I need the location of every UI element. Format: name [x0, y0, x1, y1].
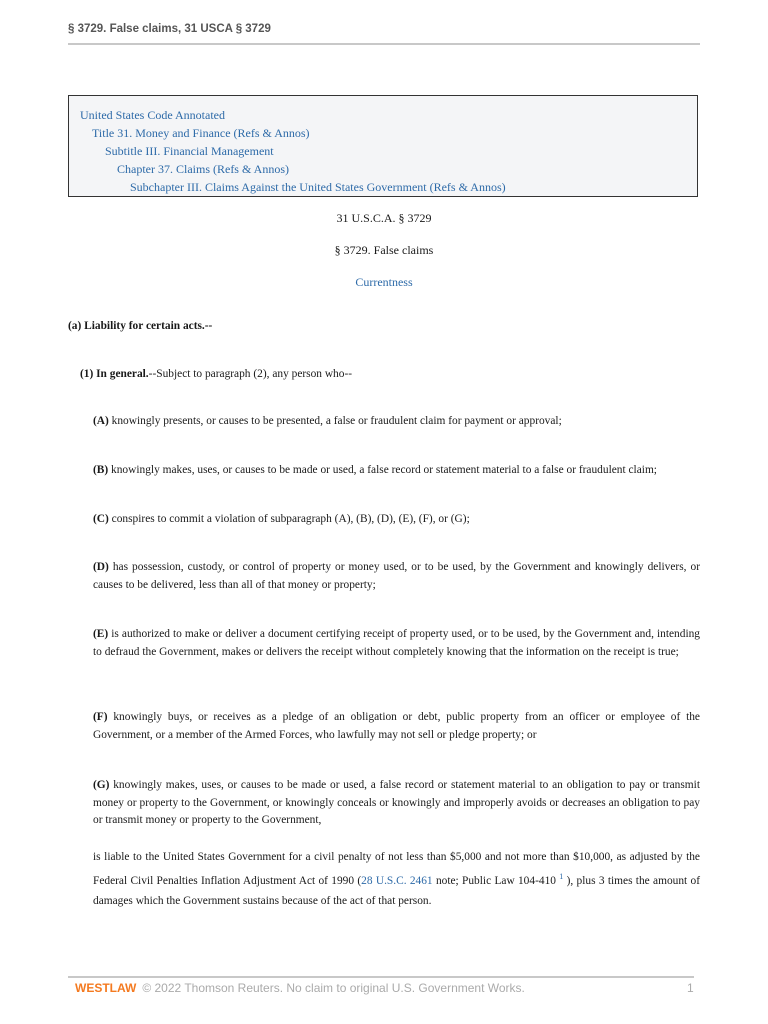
item-b [93, 462, 700, 480]
breadcrumb-item-subtitle[interactable]: Subtitle III. Financial Management [105, 144, 274, 158]
document-header-title: § 3729. False claims, 31 USCA § 3729 [68, 23, 271, 35]
footnote-1-link[interactable]: 1 [559, 872, 564, 881]
footer-divider [68, 976, 694, 978]
header-divider [68, 43, 700, 45]
item-a-text: knowingly presents, or causes to be presented, a false or fraudulent claim for payment or approval; [108, 415, 562, 427]
subsection-a-heading: (a) Liability for certain acts.-- [68, 320, 213, 332]
item-c-label: (C) [93, 513, 109, 525]
item-f [93, 709, 700, 744]
breadcrumb [68, 95, 698, 197]
breadcrumb-item-chapter[interactable]: Chapter 37. Claims (Refs & Annos) [117, 162, 289, 176]
liability-text-middle: note; Public Law 104-410 [432, 874, 556, 887]
footer [75, 981, 525, 995]
item-c [93, 511, 700, 529]
item-g-text: knowingly makes, uses, or causes to be made or used, a false record or statement material to an obligation to pay or transmit money or property to the Government, or knowingly conceals or knowingly and improperly avoids or decreases an obligation to pay or transmit money or property to the Government, [93, 779, 700, 826]
currentness-row [68, 275, 700, 290]
item-d [93, 559, 700, 594]
item-d-label: (D) [93, 561, 109, 573]
item-e-label: (E) [93, 628, 109, 640]
breadcrumb-item-subchapter[interactable]: Subchapter III. Claims Against the United States Government (Refs & Annos) [130, 180, 506, 194]
item-f-label: (F) [93, 711, 108, 723]
paragraph-1-label: (1) In general. [80, 368, 149, 380]
currentness-link[interactable]: Currentness [355, 275, 413, 289]
usc-2461-link[interactable]: 28 U.S.C. 2461 [361, 874, 433, 887]
item-d-text: has possession, custody, or control of property or money used, or to be used, by the Government and knowingly delivers, or causes to be delivered, less than all of that money or property; [93, 561, 700, 591]
liability-text-before: is liable to the United States Government for a civil penalty of not less than $5,000 and not more than $10,000, as adjusted by the Federal Civil Penalties Inflation Adjustment Act of 1990 ( [93, 851, 700, 887]
paragraph-1 [80, 366, 700, 384]
item-a [93, 413, 700, 431]
liability-paragraph [93, 847, 700, 911]
item-f-text: knowingly buys, or receives as a pledge of an obligation or debt, public property from an officer or employee of the Government, or a member of the Armed Forces, who lawfully may not sell or pledge property; or [93, 711, 700, 741]
item-c-text: conspires to commit a violation of subparagraph (A), (B), (D), (E), (F), or (G); [108, 513, 470, 525]
footer-copyright: © 2022 Thomson Reuters. No claim to original U.S. Government Works. [142, 981, 525, 995]
westlaw-logo: WESTLAW [75, 981, 137, 995]
item-e [93, 626, 700, 661]
breadcrumb-item-title[interactable]: Title 31. Money and Finance (Refs & Annos) [92, 126, 310, 140]
breadcrumb-item-code[interactable]: United States Code Annotated [80, 108, 225, 122]
item-b-label: (B) [93, 464, 109, 476]
citation: 31 U.S.C.A. § 3729 [336, 211, 432, 225]
page-number: 1 [687, 981, 694, 995]
paragraph-1-text: --Subject to paragraph (2), any person who-- [148, 368, 353, 380]
section-title: § 3729. False claims [334, 243, 434, 257]
item-b-text: knowingly makes, uses, or causes to be made or used, a false record or statement material to a false or fraudulent claim; [108, 464, 657, 476]
liability-text-after: ), plus 3 times the amount of damages which the Government sustains because of the act of that person. [93, 874, 700, 907]
item-e-text: is authorized to make or deliver a document certifying receipt of property used, or to be used, by the Government and, intending to defraud the Government, makes or delivers the receipt without completely knowing that the information on the receipt is true; [93, 628, 700, 658]
item-a-label: (A) [93, 415, 109, 427]
item-g-label: (G) [93, 779, 110, 791]
item-g [93, 777, 700, 830]
